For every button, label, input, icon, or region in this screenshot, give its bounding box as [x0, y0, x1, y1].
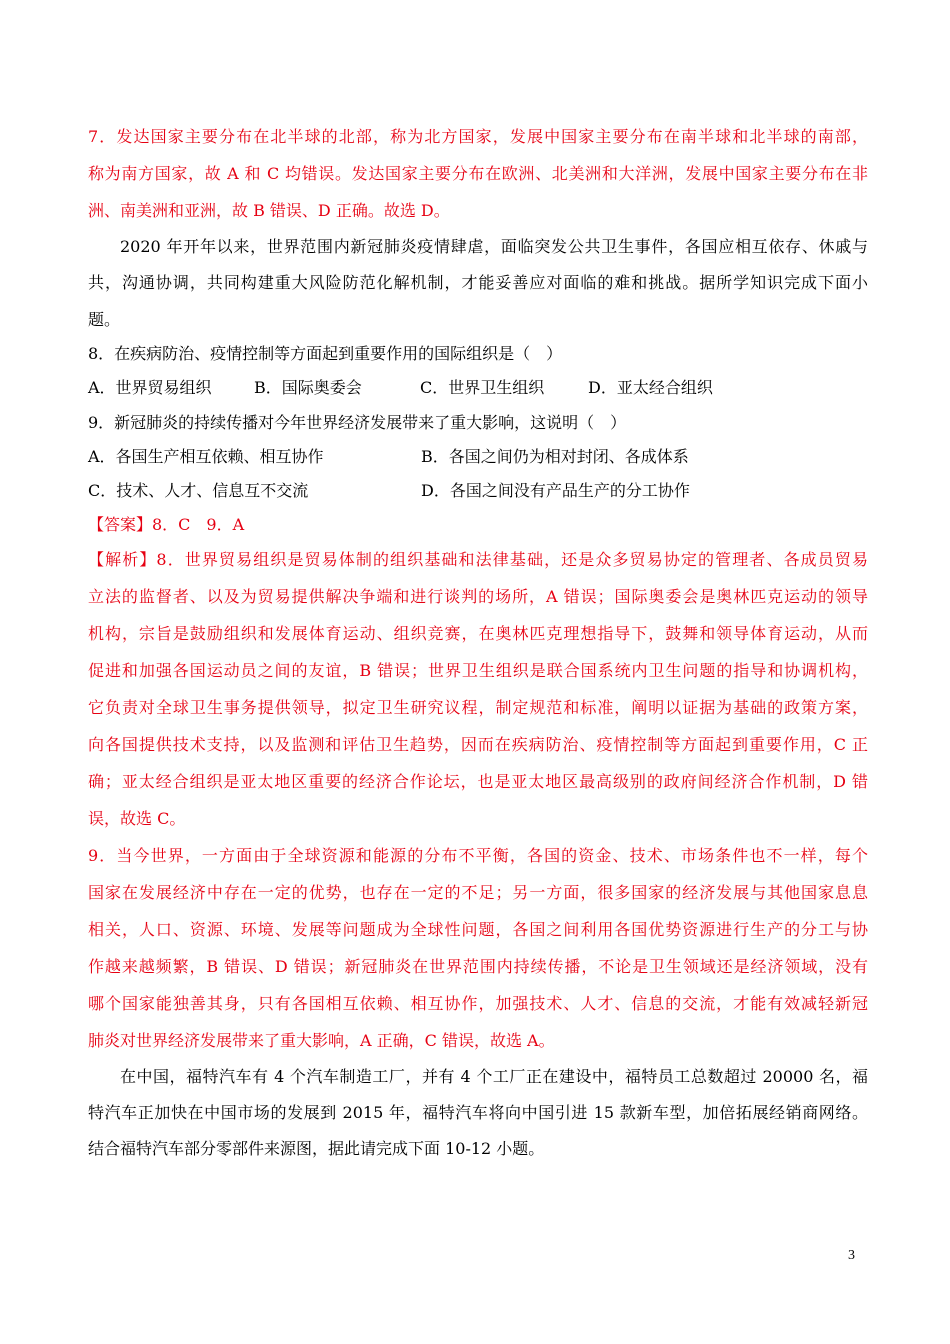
passage2-line-1: 在中国，福特汽车有 4 个汽车制造工厂，并有 4 个工厂正在建设中，福特员工总数超过 20000 名，福 [120, 1067, 868, 1086]
analysis9-line-1: 9．当今世界，一方面由于全球资源和能源的分布不平衡，各国的资金、技术、市场条件也不一样，每个 [88, 846, 868, 865]
q8-option-c: C．世界卫生组织 [420, 378, 545, 397]
q8-option-a: A．世界贸易组织 [88, 378, 212, 397]
analysis8-line-7: 确；亚太经合组织是亚太地区重要的经济合作论坛，也是亚太地区最高级别的政府间经济合作机制，D 错 [88, 772, 868, 791]
analysis8-line-2: 立法的监督者、以及为贸易提供解决争端和进行谈判的场所，A 错误；国际奥委会是奥林匹克运动的领导 [88, 587, 868, 606]
analysis8-line-5: 它负责对全球卫生事务提供领导，拟定卫生研究议程，制定规范和标准，阐明以证据为基础的政策方案， [88, 698, 868, 717]
q8-option-b: B．国际奥委会 [254, 378, 362, 397]
passage1-line-2: 共，沟通协调，共同构建重大风险防范化解机制，才能妥善应对面临的难和挑战。据所学知识完成下面小 [88, 273, 868, 292]
answer-line: 【答案】8．C 9．A [88, 515, 245, 534]
q9-option-c: C．技术、人才、信息互不交流 [88, 481, 309, 500]
q8-option-d: D．亚太经合组织 [588, 378, 713, 397]
q8-stem: 8．在疾病防治、疫情控制等方面起到重要作用的国际组织是（ ） [88, 344, 563, 363]
analysis9-line-5: 哪个国家能独善其身，只有各国相互依赖、相互协作，加强技术、人才、信息的交流，才能有效减轻新冠 [88, 994, 868, 1013]
q7-explanation-line-2: 称为南方国家，故 A 和 C 均错误。发达国家主要分布在欧洲、北美洲和大洋洲，发展中国家主要分布在非 [88, 164, 868, 183]
analysis9-line-3: 相关，人口、资源、环境、发展等问题成为全球性问题，各国之间利用各国优势资源进行生产的分工与协 [88, 920, 868, 939]
analysis9-line-6: 肺炎对世界经济发展带来了重大影响，A 正确，C 错误，故选 A。 [88, 1031, 555, 1050]
analysis8-line-3: 机构，宗旨是鼓励组织和发展体育运动、组织竞赛，在奥林匹克理想指导下，鼓舞和领导体育运动，从而 [88, 624, 868, 643]
q9-option-a: A．各国生产相互依赖、相互协作 [88, 447, 324, 466]
q9-stem: 9．新冠肺炎的持续传播对今年世界经济发展带来了重大影响，这说明（ ） [88, 413, 627, 432]
passage2-line-3: 结合福特汽车部分零部件来源图，据此请完成下面 10-12 小题。 [88, 1139, 545, 1158]
q9-option-d: D．各国之间没有产品生产的分工协作 [421, 481, 690, 500]
analysis9-line-2: 国家在发展经济中存在一定的优势，也存在一定的不足；另一方面，很多国家的经济发展与其他国家息息 [88, 883, 868, 902]
passage2-line-2: 特汽车正加快在中国市场的发展到 2015 年，福特汽车将向中国引进 15 款新车型，加倍拓展经销商网络。 [88, 1103, 868, 1122]
analysis8-line-1: 【解析】8．世界贸易组织是贸易体制的组织基础和法律基础，还是众多贸易协定的管理者、各成员贸易 [88, 550, 868, 569]
q9-option-b: B．各国之间仍为相对封闭、各成体系 [421, 447, 689, 466]
page-number: 3 [848, 1248, 855, 1263]
passage1-line-3: 题。 [88, 310, 121, 329]
passage1-line-1: 2020 年开年以来，世界范围内新冠肺炎疫情肆虐，面临突发公共卫生事件，各国应相互依存、休戚与 [120, 237, 868, 256]
analysis8-line-6: 向各国提供技术支持，以及监测和评估卫生趋势，因而在疾病防治、疫情控制等方面起到重要作用，C 正 [88, 735, 868, 754]
q7-explanation-line-1: 7．发达国家主要分布在北半球的北部，称为北方国家，发展中国家主要分布在南半球和北半球的南部， [88, 127, 868, 146]
q7-explanation-line-3: 洲、南美洲和亚洲，故 B 错误、D 正确。故选 D。 [88, 201, 450, 220]
analysis8-line-4: 促进和加强各国运动员之间的友谊，B 错误；世界卫生组织是联合国系统内卫生问题的指导和协调机构， [88, 661, 868, 680]
analysis9-line-4: 作越来越频繁，B 错误、D 错误；新冠肺炎在世界范围内持续传播，不论是卫生领域还是经济领域，没有 [88, 957, 868, 976]
analysis8-line-8: 误，故选 C。 [88, 809, 186, 828]
